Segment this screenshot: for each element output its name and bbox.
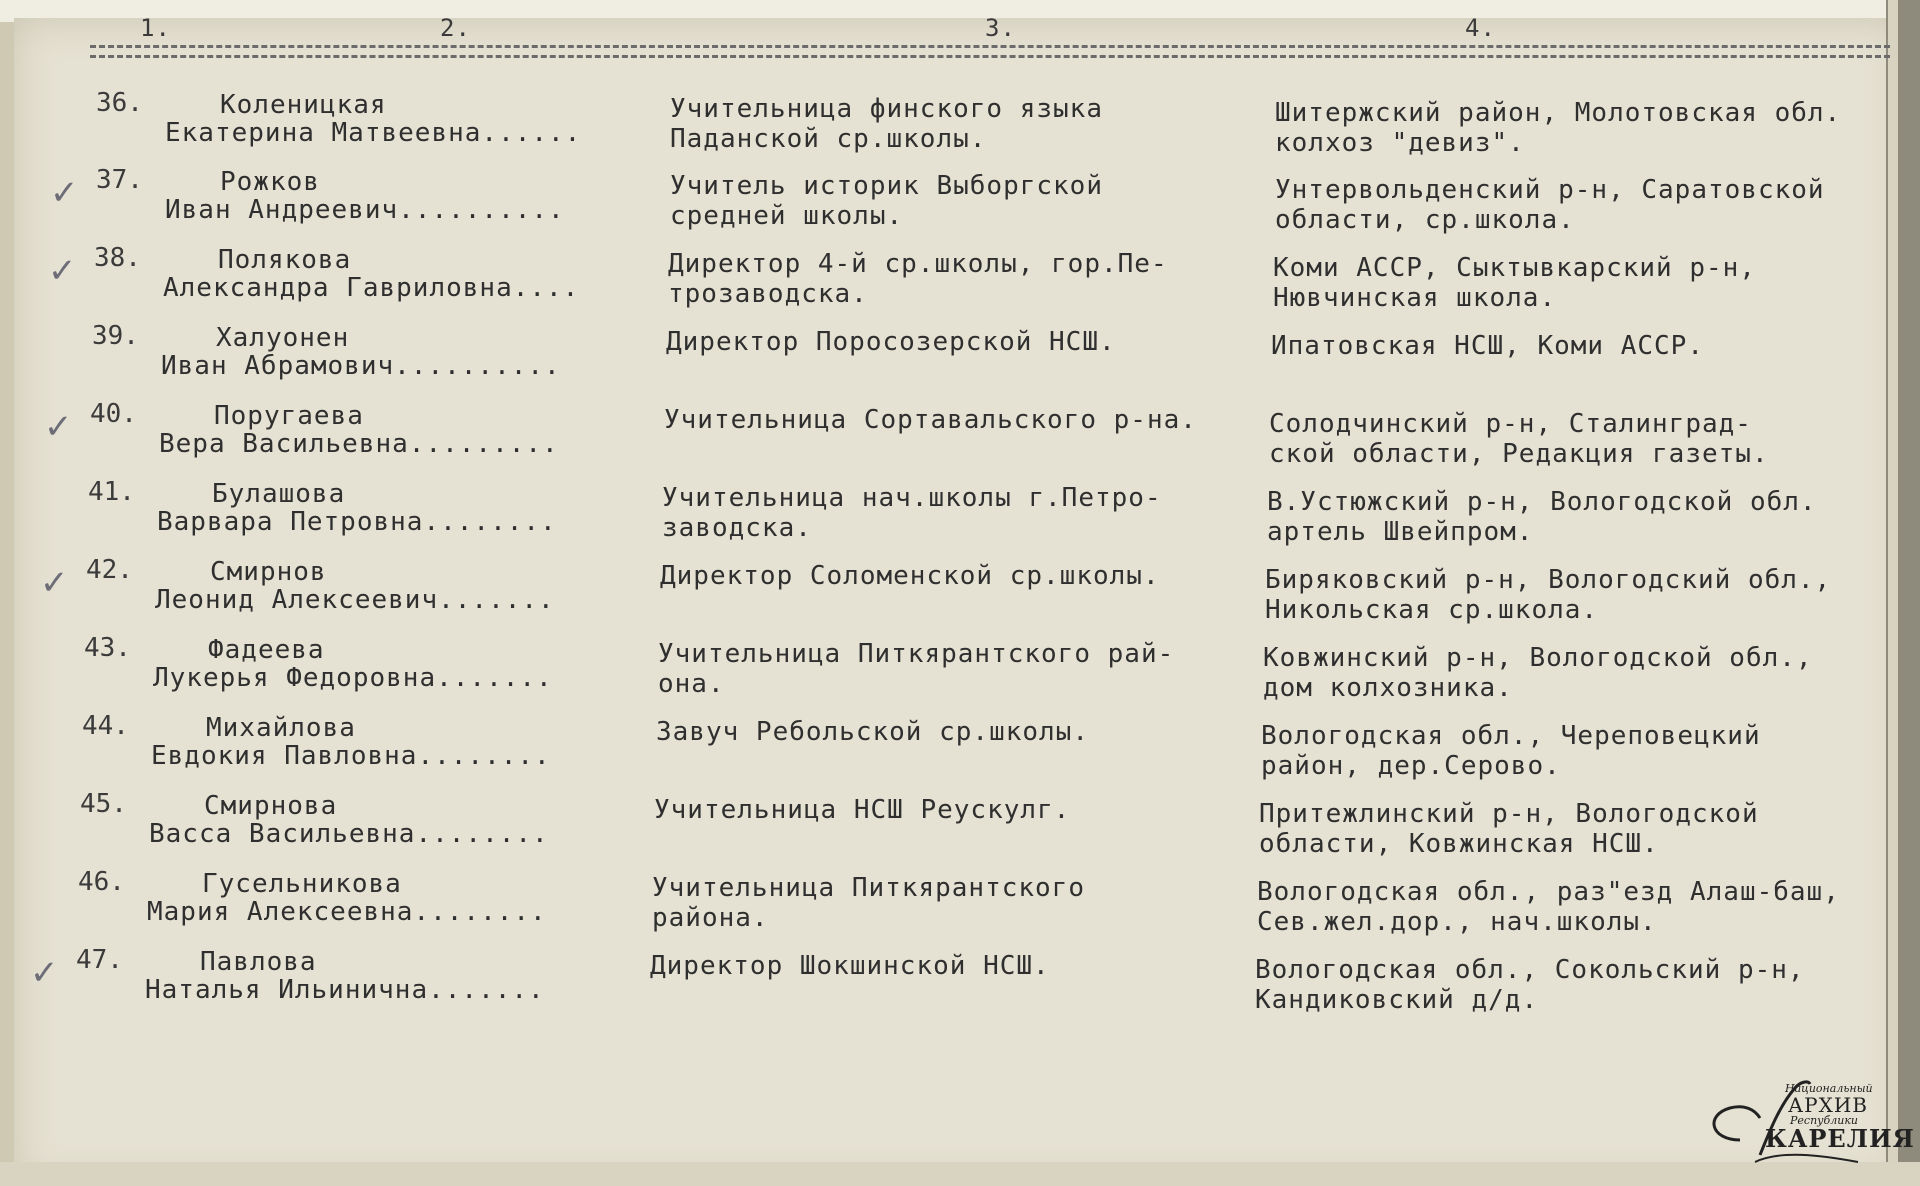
- destination-cell: [1267, 487, 1887, 547]
- destination-line: Притежлинский р-н, Вологодской: [1259, 799, 1759, 829]
- stamp-line-national: Национальный: [1785, 1082, 1873, 1095]
- surname: Полякова: [218, 245, 352, 275]
- destination-line: Биряковский р-н, Вологодский обл.,: [1265, 565, 1832, 595]
- position-cell: [652, 873, 1252, 933]
- given-name-patronymic: Екатерина Матвеевна......: [165, 118, 582, 148]
- position-cell: [660, 561, 1260, 591]
- position-line: Паданской ср.школы.: [670, 124, 987, 154]
- position-cell: [670, 171, 1270, 231]
- given-name-patronymic: Александра Гавриловна....: [163, 273, 580, 303]
- destination-line: Никольская ср.школа.: [1265, 595, 1599, 625]
- position-line: Директор 4-й ср.школы, гор.Пе-: [668, 249, 1168, 279]
- position-line: Учительница финского языка: [670, 94, 1103, 124]
- given-name-patronymic: Иван Андреевич..........: [165, 195, 565, 225]
- paper-bottom-edge: [0, 1162, 1920, 1186]
- surname: Михайлова: [206, 713, 356, 743]
- column-number-2: 2.: [440, 14, 471, 42]
- given-name-patronymic: Иван Абрамович..........: [161, 351, 561, 381]
- table-row: [0, 399, 1884, 477]
- position-cell: [670, 94, 1270, 154]
- row-number: 37.: [96, 165, 143, 195]
- position-cell: [658, 639, 1258, 699]
- given-name-patronymic: Наталья Ильинична.......: [145, 975, 545, 1005]
- row-number: 36.: [96, 88, 143, 118]
- destination-line: Ипатовская НСШ, Коми АССР.: [1271, 331, 1704, 361]
- position-cell: [662, 483, 1262, 543]
- header-rule-bottom: [90, 55, 1890, 58]
- table-row: [0, 555, 1880, 633]
- destination-cell: [1263, 643, 1883, 703]
- table-row: [0, 165, 1890, 243]
- destination-line: артель Швейпром.: [1267, 517, 1534, 547]
- given-name-patronymic: Варвара Петровна........: [157, 507, 557, 537]
- row-number: 43.: [84, 633, 131, 663]
- surname: Рожков: [220, 167, 320, 197]
- position-line: Директор Поросозерской НСШ.: [666, 327, 1116, 357]
- position-line: Директор Шокшинской НСШ.: [650, 951, 1050, 981]
- table-row: [0, 789, 1874, 867]
- destination-line: Нювчинская школа.: [1273, 283, 1557, 313]
- column-number-1: 1.: [140, 14, 171, 42]
- destination-line: Кандиковский д/д.: [1255, 985, 1539, 1015]
- surname: Гусельникова: [202, 869, 402, 899]
- position-line: Директор Соломенской ср.школы.: [660, 561, 1160, 591]
- destination-line: ской области, Редакция газеты.: [1269, 439, 1769, 469]
- position-line: Учительница Сортавальского р-на.: [664, 405, 1197, 435]
- row-number: 45.: [80, 789, 127, 819]
- destination-cell: [1261, 721, 1881, 781]
- destination-cell: [1275, 98, 1895, 158]
- table-row: [0, 945, 1870, 1023]
- given-name-patronymic: Васса Васильевна........: [149, 819, 549, 849]
- table-row: [0, 477, 1882, 555]
- destination-line: Ковжинский р-н, Вологодской обл.,: [1263, 643, 1813, 673]
- destination-cell: [1259, 799, 1879, 859]
- destination-cell: [1271, 331, 1891, 361]
- given-name-patronymic: Евдокия Павловна........: [151, 741, 551, 771]
- table-row: [0, 321, 1886, 399]
- row-number: 40.: [90, 399, 137, 429]
- given-name-patronymic: Мария Алексеевна........: [147, 897, 547, 927]
- destination-line: дом колхозника.: [1263, 673, 1513, 703]
- table-row: [0, 633, 1878, 711]
- surname: Булашова: [212, 479, 346, 509]
- position-line: района.: [652, 903, 769, 933]
- destination-cell: [1275, 175, 1895, 235]
- destination-line: Коми АССР, Сыктывкарский р-н,: [1273, 253, 1756, 283]
- position-line: средней школы.: [670, 201, 904, 231]
- position-line: заводска.: [662, 513, 812, 543]
- position-line: Учитель историк Выборгской: [670, 171, 1103, 201]
- surname: Коленицкая: [220, 90, 387, 120]
- position-cell: [668, 249, 1268, 309]
- position-line: она.: [658, 669, 725, 699]
- surname: Фадеева: [208, 635, 325, 665]
- check-mark: ✓: [48, 251, 77, 291]
- destination-cell: [1269, 409, 1889, 469]
- row-number: 46.: [78, 867, 125, 897]
- destination-line: Солодчинский р-н, Сталинград-: [1269, 409, 1752, 439]
- destination-line: Сев.жел.дор., нач.школы.: [1257, 907, 1657, 937]
- row-number: 41.: [88, 477, 135, 507]
- check-mark: ✓: [44, 407, 73, 447]
- table-row: [0, 867, 1872, 945]
- destination-line: Шитержский район, Молотовская обл.: [1275, 98, 1842, 128]
- surname: Халуонен: [216, 323, 350, 353]
- stamp-line-republic: Республики: [1790, 1114, 1858, 1127]
- row-number: 39.: [92, 321, 139, 351]
- row-number: 47.: [76, 945, 123, 975]
- destination-line: район, дер.Серово.: [1261, 751, 1561, 781]
- destination-line: колхоз "девиз".: [1275, 128, 1525, 158]
- destination-cell: [1257, 877, 1877, 937]
- destination-line: Вологодская обл., раз"езд Алаш-баш,: [1257, 877, 1840, 907]
- destination-cell: [1273, 253, 1893, 313]
- destination-line: области, Ковжинская НСШ.: [1259, 829, 1659, 859]
- row-number: 44.: [82, 711, 129, 741]
- destination-line: Унтервольденский р-н, Саратовской: [1275, 175, 1825, 205]
- position-line: Завуч Ребольской ср.школы.: [656, 717, 1089, 747]
- destination-line: В.Устюжский р-н, Вологодской обл.: [1267, 487, 1817, 517]
- check-mark: ✓: [30, 953, 59, 993]
- stamp-line-archive: АРХИВ: [1788, 1093, 1868, 1117]
- table-row: [0, 243, 1888, 321]
- table-row: [0, 711, 1876, 789]
- position-cell: [656, 717, 1256, 747]
- given-name-patronymic: Лукерья Федоровна.......: [153, 663, 553, 693]
- surname: Смирнов: [210, 557, 327, 587]
- surname: Павлова: [200, 947, 317, 977]
- header-rule-top: [90, 45, 1890, 48]
- position-line: Учительница НСШ Реускулг.: [654, 795, 1071, 825]
- destination-line: Вологодская обл., Сокольский р-н,: [1255, 955, 1805, 985]
- position-line: Учительница Питкярантского рай-: [658, 639, 1175, 669]
- column-number-4: 4.: [1465, 14, 1496, 42]
- position-cell: [654, 795, 1254, 825]
- given-name-patronymic: Леонид Алексеевич.......: [155, 585, 555, 615]
- position-cell: [650, 951, 1250, 981]
- destination-cell: [1255, 955, 1875, 1015]
- position-line: Учительница Питкярантского: [652, 873, 1085, 903]
- check-mark: ✓: [50, 173, 79, 213]
- row-number: 42.: [86, 555, 133, 585]
- stamp-line-karelia: КАРЕЛИЯ: [1765, 1124, 1915, 1153]
- destination-cell: [1265, 565, 1885, 625]
- table-row: [0, 88, 1890, 166]
- given-name-patronymic: Вера Васильевна.........: [159, 429, 559, 459]
- row-number: 38.: [94, 243, 141, 273]
- column-number-3: 3.: [985, 14, 1016, 42]
- destination-line: области, ср.школа.: [1275, 205, 1575, 235]
- position-cell: [664, 405, 1264, 435]
- position-line: трозаводска.: [668, 279, 868, 309]
- surname: Поругаева: [214, 401, 364, 431]
- position-line: Учительница нач.школы г.Петро-: [662, 483, 1162, 513]
- surname: Смирнова: [204, 791, 338, 821]
- check-mark: ✓: [40, 563, 69, 603]
- position-cell: [666, 327, 1266, 357]
- destination-line: Вологодская обл., Череповецкий: [1261, 721, 1761, 751]
